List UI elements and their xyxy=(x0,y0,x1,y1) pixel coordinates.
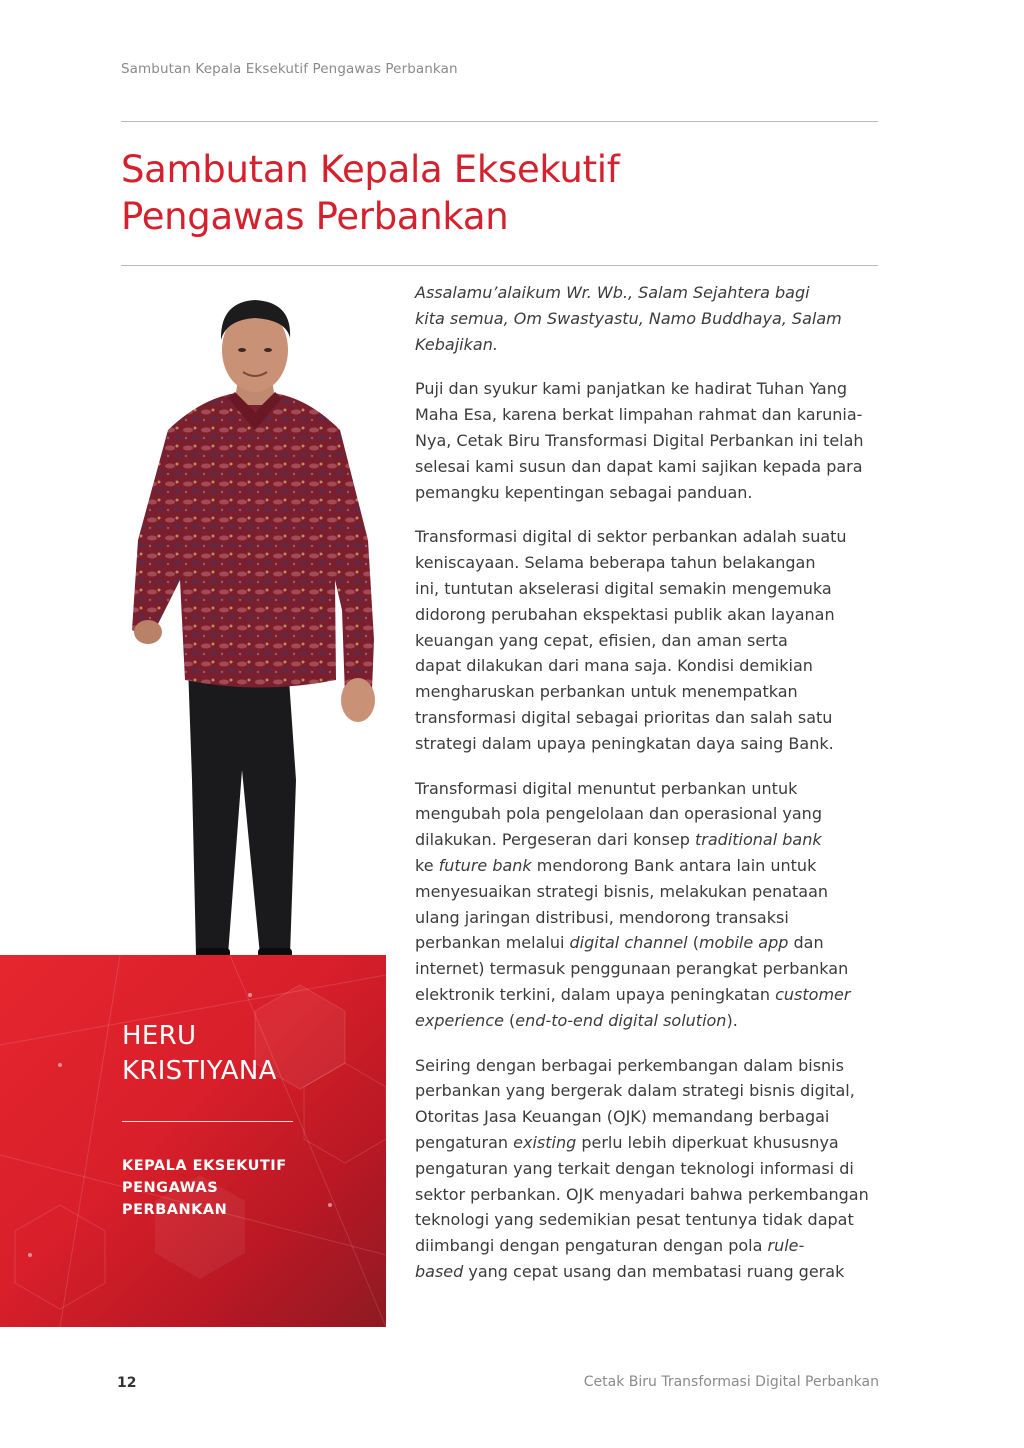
text-line: menyesuaikan strategi bisnis, melakukan penataan xyxy=(415,881,829,901)
text-line: teknologi yang sedemikian pesat tentunya tidak dapat xyxy=(415,1210,854,1230)
text-line: didorong perubahan ekspektasi publik akan layanan xyxy=(415,604,835,624)
person-role-line: PERBANKAN xyxy=(122,1202,228,1218)
body-text xyxy=(415,280,885,1304)
person-name-line: KRISTIYANA xyxy=(122,1056,277,1086)
text-line: ini, tuntutan akselerasi digital semakin mengemuka xyxy=(415,578,832,598)
text-line: perbankan melalui digital channel (mobile app dan xyxy=(415,933,824,953)
footer-publication-title: Cetak Biru Transformasi Digital Perbankan xyxy=(583,1374,879,1390)
running-header: Sambutan Kepala Eksekutif Pengawas Perbankan xyxy=(121,61,458,77)
paragraph xyxy=(415,776,885,1034)
portrait-photo xyxy=(110,280,395,960)
text-line: experience (end-to-end digital solution). xyxy=(415,1010,738,1030)
text-line: ke future bank mendorong Bank antara lain untuk xyxy=(415,855,817,875)
paragraph xyxy=(415,376,885,505)
text-line: internet) termasuk penggunaan perangkat perbankan xyxy=(415,959,849,979)
text-line: pemangku kepentingan sebagai panduan. xyxy=(415,482,753,502)
text-line: Otoritas Jasa Keuangan (OJK) memandang berbagai xyxy=(415,1107,830,1127)
text-line: Puji dan syukur kami panjatkan ke hadirat Tuhan Yang xyxy=(415,379,847,399)
text-line: strategi dalam upaya peningkatan daya saing Bank. xyxy=(415,733,834,753)
person-role-line: PENGAWAS xyxy=(122,1180,219,1196)
text-line: Maha Esa, karena berkat limpahan rahmat dan karunia- xyxy=(415,405,863,425)
text-line: keuangan yang cepat, efisien, dan aman serta xyxy=(415,630,788,650)
name-divider xyxy=(122,1121,293,1122)
text-line: kita semua, Om Swastyastu, Namo Buddhaya, Salam xyxy=(415,308,842,328)
text-line: pengaturan existing perlu lebih diperkuat khususnya xyxy=(415,1132,839,1152)
text-line: diimbangi dengan pengaturan dengan pola rule- xyxy=(415,1236,805,1256)
text-line: Nya, Cetak Biru Transformasi Digital Perbankan ini telah xyxy=(415,430,864,450)
person-name xyxy=(122,1019,277,1089)
text-line: dapat dilakukan dari mana saja. Kondisi demikian xyxy=(415,656,813,676)
page-number: 12 xyxy=(117,1375,137,1391)
paragraph xyxy=(415,524,885,756)
page-title xyxy=(121,146,821,240)
text-line: elektronik terkini, dalam upaya peningkatan customer xyxy=(415,984,851,1004)
text-line: mengharuskan perbankan untuk menempatkan xyxy=(415,682,798,702)
page-title-line: Pengawas Perbankan xyxy=(121,195,509,238)
text-line: based yang cepat usang dan membatasi ruang gerak xyxy=(415,1261,845,1281)
text-line: transformasi digital sebagai prioritas dan salah satu xyxy=(415,707,833,727)
header-divider xyxy=(121,121,878,122)
text-line: sektor perbankan. OJK menyadari bahwa perkembangan xyxy=(415,1184,869,1204)
person-role xyxy=(122,1155,322,1221)
person-role-line: KEPALA EKSEKUTIF xyxy=(122,1158,287,1174)
text-line: ulang jaringan distribusi, mendorong transaksi xyxy=(415,907,789,927)
text-line: dilakukan. Pergeseran dari konsep traditional bank xyxy=(415,830,822,850)
greeting-paragraph xyxy=(415,280,885,357)
person-name-line: HERU xyxy=(122,1021,197,1051)
text-line: Seiring dengan berbagai perkembangan dalam bisnis xyxy=(415,1055,844,1075)
text-line: Kebajikan. xyxy=(415,334,498,354)
profile-card xyxy=(0,955,386,1327)
hexagon-pattern xyxy=(0,955,386,1327)
text-line: selesai kami susun dan dapat kami sajikan kepada para xyxy=(415,456,863,476)
text-line: keniscayaan. Selama beberapa tahun belakangan xyxy=(415,553,816,573)
text-line: mengubah pola pengelolaan dan operasional yang xyxy=(415,804,822,824)
page-title-line: Sambutan Kepala Eksekutif xyxy=(121,148,620,191)
paragraph xyxy=(415,1053,885,1285)
text-line: perbankan yang bergerak dalam strategi bisnis digital, xyxy=(415,1081,855,1101)
text-line: Assalamu’alaikum Wr. Wb., Salam Sejahtera bagi xyxy=(415,283,810,302)
text-line: pengaturan yang terkait dengan teknologi informasi di xyxy=(415,1158,854,1178)
title-divider xyxy=(121,265,878,266)
text-line: Transformasi digital di sektor perbankan adalah suatu xyxy=(415,527,847,547)
text-line: Transformasi digital menuntut perbankan untuk xyxy=(415,778,798,798)
